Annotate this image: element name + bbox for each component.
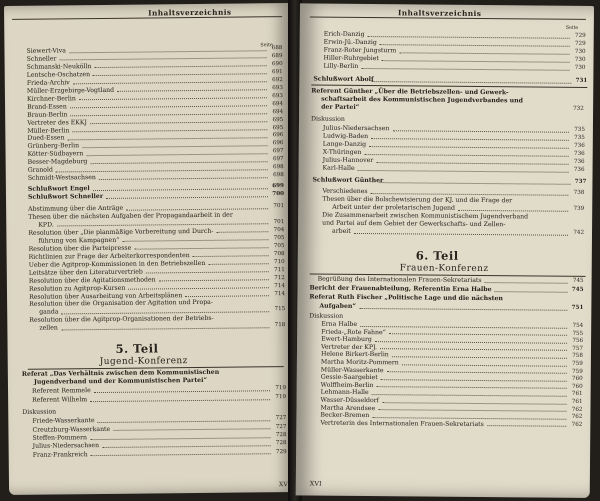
toc-entry xyxy=(332,228,584,237)
toc-entry-title: Arbeit unter der proletarischen Jugend xyxy=(332,203,456,212)
diskussion-entry xyxy=(320,419,582,428)
toc-entry-page: 693 xyxy=(272,84,283,91)
toc-leader xyxy=(122,240,268,243)
toc-leader xyxy=(371,81,571,84)
toc-leader xyxy=(90,399,270,402)
toc-entry-title: Martha Moritz-Pommern xyxy=(320,358,399,367)
diskussion-entry xyxy=(33,449,287,459)
toc-entry-title: Kötter-Südbayern xyxy=(27,150,84,159)
toc-entry-title: Gessie-Saargebiet xyxy=(320,373,378,382)
toc-entry-title: Verschiedenes xyxy=(322,187,368,196)
toc-entry-title: Lehmann-Halle xyxy=(320,389,369,397)
toc-leader xyxy=(94,66,266,69)
toc-leader xyxy=(399,52,569,54)
toc-entry-title: Referent Wilhelm xyxy=(32,396,88,404)
toc-leader xyxy=(93,188,268,191)
toc-entry xyxy=(319,303,583,312)
toc-entry-page: 692 xyxy=(272,76,283,83)
toc-leader xyxy=(126,208,268,210)
left-header-rule xyxy=(12,16,282,20)
toc-entry-page: 759 xyxy=(572,360,583,367)
toc-leader xyxy=(376,162,568,165)
right-seite-label: Seite xyxy=(565,25,579,31)
toc-entry-title: Vertreter des EKKJ xyxy=(27,118,87,127)
diskussion-label: Diskussion xyxy=(310,115,345,123)
toc-entry-page: 761 xyxy=(571,391,583,398)
toc-leader xyxy=(208,263,268,265)
toc-leader xyxy=(487,425,566,427)
toc-entry-page: 719 xyxy=(275,394,287,401)
toc-entry-title: Leitsätze über den Literaturvertrieb xyxy=(28,268,143,277)
toc-entry-title: Braun-Berlin xyxy=(27,110,68,119)
toc-entry xyxy=(323,63,585,72)
toc-entry-title: Schlußwort Abolf xyxy=(313,75,374,84)
toc-leader xyxy=(389,333,567,336)
toc-entry-page: 688 xyxy=(271,45,283,52)
toc-entry xyxy=(39,322,285,332)
toc-entry-page: 718 xyxy=(274,322,286,329)
toc-entry-title: Granold xyxy=(27,166,54,175)
toc-entry-page: 745 xyxy=(572,277,584,284)
toc-entry-title: Referent Remmele xyxy=(32,387,91,395)
toc-leader xyxy=(98,420,271,423)
toc-entry-page: 699 xyxy=(272,183,284,190)
toc-leader xyxy=(90,161,267,164)
toc-entry-title: Creutzburg-Wasserkante xyxy=(32,425,111,434)
toc-entry-page: 729 xyxy=(275,448,287,456)
toc-entry-title: Karl-Halle xyxy=(322,164,355,172)
toc-entry-title: Julius-Hannover xyxy=(322,156,374,165)
toc-entry-title: Resolution über Ausarbeitung von Arbeitsplänen xyxy=(29,291,183,301)
toc-leader xyxy=(485,282,568,284)
toc-leader xyxy=(70,105,267,108)
toc-entry-page: 701 xyxy=(273,203,285,210)
toc-entry-title: KPD. xyxy=(38,221,54,229)
toc-entry-title: arbeit xyxy=(331,227,351,235)
toc-entry-title: Friede-Wasserkante xyxy=(32,417,95,425)
toc-entry-title: Schmidt-Westsachsen xyxy=(27,174,96,182)
toc-leader xyxy=(402,364,567,366)
toc-leader xyxy=(86,153,267,156)
toc-leader xyxy=(364,154,568,157)
toc-entry-title: X-Thüringen xyxy=(322,148,362,156)
part-5-title: 5. Teil xyxy=(115,341,159,357)
toc-entry-title: Abstimmung über die Anträge xyxy=(28,204,124,213)
toc-entry-page: 715 xyxy=(274,306,286,313)
toc-entry-page: 738 xyxy=(573,189,585,196)
toc-entry-title: Ueber die Agitprop-Kommissionen in den Betriebszellen xyxy=(28,259,206,269)
toc-entry-title: Müller-Erzgebirge-Vogtland xyxy=(26,86,115,95)
toc-entry-page: 694 xyxy=(272,100,284,107)
toc-entry-page: 737 xyxy=(574,178,587,185)
toc-entry-title: Lilly-Berlin xyxy=(323,62,359,70)
toc-entry-page: 761 xyxy=(571,398,583,405)
toc-entry xyxy=(309,294,583,303)
toc-entry-title: Martha Arendsee xyxy=(320,404,376,412)
toc-entry-title: Lentsche-Oschatzen xyxy=(26,70,91,79)
toc-leader xyxy=(380,348,567,351)
toc-entry-title: Resolution über die Parteipresse xyxy=(28,244,132,253)
toc-entry-page: 735 xyxy=(574,134,585,141)
toc-entry-page: 728 xyxy=(275,432,287,439)
toc-leader xyxy=(57,224,268,227)
toc-leader xyxy=(93,74,267,77)
toc-entry-page: 698 xyxy=(273,172,284,179)
referat-page: 732 xyxy=(573,105,584,112)
toc-entry-page: 751 xyxy=(571,304,584,311)
toc-entry-page: 697 xyxy=(272,156,284,163)
referat-line: Referent Günther „Über die Betriebszellen- und Gewerk- xyxy=(311,87,509,97)
toc-entry-page: 756 xyxy=(572,338,584,345)
toc-entry-page: 729 xyxy=(575,32,586,39)
toc-entry-page: 727 xyxy=(275,415,287,422)
toc-leader xyxy=(361,67,569,70)
toc-entry-page: 708 xyxy=(273,250,285,257)
toc-leader xyxy=(69,50,266,53)
toc-entry-page: 739 xyxy=(573,205,585,212)
right-page xyxy=(296,3,594,498)
toc-entry-title: Schneller xyxy=(26,55,57,63)
toc-entry-title: Vertreter der KPJ. xyxy=(320,343,378,351)
referat-line: schaftsarbeit des Kommunistischen Jugendverbandes und xyxy=(321,95,523,105)
toc-entry-title: Steffen-Pommern xyxy=(32,434,88,442)
toc-entry-page: 714 xyxy=(274,282,285,289)
toc-entry-page: 730 xyxy=(574,48,586,55)
toc-entry-title: Thesen über die Bolschewisierung der KJ. und die Frage der xyxy=(322,195,513,205)
diskussion-label: Diskussion xyxy=(309,312,344,320)
toc-leader xyxy=(90,437,270,440)
toc-entry-page: 697 xyxy=(272,148,284,155)
toc-leader xyxy=(90,121,267,124)
toc-entry-title: Brand-Essen xyxy=(27,102,67,111)
toc-entry-page: 698 xyxy=(272,164,284,171)
toc-entry xyxy=(28,172,284,182)
toc-entry-title: und Partei auf dem Gebiet der Gewerkschafts- und Zellen- xyxy=(322,219,506,229)
toc-entry-page: 736 xyxy=(573,150,585,157)
toc-entry-title: Franz-Roter Jungsturm xyxy=(323,46,397,55)
toc-entry-page: 730 xyxy=(574,56,586,63)
toc-leader xyxy=(159,279,269,281)
toc-entry-title: Becker-Bremen xyxy=(320,411,370,420)
toc-entry-title: Referat Ruth Fischer „Politische Lage und die nächsten xyxy=(309,293,503,303)
toc-leader xyxy=(381,379,567,382)
toc-entry-title: Resolution über die Agitationsmethoden xyxy=(28,276,156,285)
part-6-section-title: Frauen-Konferenz xyxy=(399,263,489,275)
toc-entry-page: 760 xyxy=(571,383,583,390)
toc-leader xyxy=(380,44,570,47)
toc-entry-title: zellen xyxy=(39,324,58,332)
toc-leader xyxy=(369,146,569,149)
toc-entry-page: 755 xyxy=(572,330,584,337)
diskussion-entry xyxy=(323,165,585,174)
toc-entry-title: Thesen über die nächsten Aufgaben der Propagandaarbeit in der xyxy=(28,211,233,221)
toc-entry-page: 736 xyxy=(574,142,585,149)
toc-entry-title: Frieda-„Rote Fahne“ xyxy=(321,328,386,336)
left-page xyxy=(4,3,295,495)
schlusswort-entry xyxy=(313,76,587,85)
toc-entry-page: 728 xyxy=(275,440,287,447)
toc-entry-page: 745 xyxy=(571,286,584,293)
toc-entry-title: Frieda-Archiv xyxy=(26,79,70,87)
toc-entry-title: Resolution über die Organisation der Agitation und Propa- xyxy=(29,299,213,309)
toc-entry-page: 731 xyxy=(575,77,588,84)
toc-entry-title: Resolution über die Agitprop-Organisationen der Betriebs- xyxy=(29,315,214,325)
toc-leader xyxy=(358,169,569,172)
toc-entry-title: Schlußwort Engel xyxy=(27,185,90,193)
toc-leader xyxy=(392,356,567,359)
toc-entry xyxy=(309,285,583,294)
toc-entry-page: 705 xyxy=(273,242,285,249)
toc-leader xyxy=(71,113,268,116)
toc-entry-title: führung von Kampagnen“ xyxy=(38,236,120,245)
toc-leader xyxy=(382,402,567,405)
toc-entry-title: Besser-Magdeburg xyxy=(27,158,88,167)
toc-entry-page: 762 xyxy=(571,414,583,421)
toc-entry-title: Müller-Berlin xyxy=(27,126,70,135)
toc-entry-page: 700 xyxy=(272,191,285,198)
toc-entry-page: 690 xyxy=(271,60,283,68)
diskussion-label: Diskussion xyxy=(22,408,57,417)
toc-leader xyxy=(56,169,268,172)
toc-leader xyxy=(61,327,269,330)
part-5-section-title: Jugend-Konferenz xyxy=(99,356,188,368)
toc-leader xyxy=(380,182,571,185)
toc-entry-page: 712 xyxy=(274,274,285,281)
toc-entry-title: Schlußwort Günther xyxy=(312,176,384,185)
toc-entry-title: Julius-Niedersachsen xyxy=(32,442,100,451)
toc-entry-title: Resolution zu Agitprop-Kursen xyxy=(28,284,126,293)
toc-entry-title: Grünberg-Berlin xyxy=(27,142,80,151)
toc-entry-title: Ewert-Hamburg xyxy=(321,335,372,344)
toc-leader xyxy=(382,60,570,63)
toc-leader xyxy=(62,311,270,314)
toc-entry-page: 693 xyxy=(272,92,283,99)
toc-entry-title: Bericht der Frauenabteilung, Referentin Erna Halbe xyxy=(309,284,492,294)
toc-entry-page: 736 xyxy=(573,158,585,165)
toc-entry-page: 760 xyxy=(572,376,583,383)
toc-leader xyxy=(354,232,568,235)
toc-entry-page: 727 xyxy=(275,423,287,430)
toc-leader xyxy=(371,138,569,141)
toc-entry-title: Franz-Frankreich xyxy=(32,450,88,459)
toc-entry-page: 742 xyxy=(573,229,585,236)
toc-entry-title: Schlußwort Schneller xyxy=(27,193,104,201)
toc-leader xyxy=(392,130,569,133)
toc-entry-title: Dued-Essen xyxy=(27,134,65,143)
left-seite-label: Seite xyxy=(260,43,273,49)
toc-entry-page: 694 xyxy=(272,108,284,115)
toc-entry-page: 719 xyxy=(275,385,287,392)
toc-entry-title: Erna Halbe xyxy=(321,320,358,328)
toc-entry-page: 704 xyxy=(273,226,285,234)
toc-entry xyxy=(318,276,584,285)
toc-entry-page: 695 xyxy=(272,116,284,123)
toc-leader xyxy=(94,390,270,393)
toc-leader xyxy=(375,341,567,344)
toc-entry-title: Resolution über „Die planmäßige Vorbereitung und Durch- xyxy=(28,227,214,237)
toc-entry-page: 696 xyxy=(272,132,284,139)
toc-entry-title: Erich-Danzig xyxy=(323,30,365,38)
toc-leader xyxy=(82,145,267,148)
toc-entry-title: Lange-Danzig xyxy=(322,140,367,149)
toc-leader xyxy=(106,196,268,199)
schlusswort-entry xyxy=(312,177,586,186)
toc-entry-page: 695 xyxy=(272,124,284,131)
toc-entry-page: 714 xyxy=(274,290,286,297)
toc-entry-title: Aufgaben“ xyxy=(319,302,357,310)
referent-entry xyxy=(32,385,286,395)
toc-leader xyxy=(372,417,566,420)
toc-entry-page: 710 xyxy=(273,258,285,265)
referat-line: Jugendverband und der Kommunistischen Partei“ xyxy=(33,377,208,386)
toc-entry-title: Vertreterin des Internationalen Frauen-Sekretariats xyxy=(320,419,484,428)
toc-entry-page: 705 xyxy=(273,234,285,242)
toc-entry-title: Wasser-Düsseldorf xyxy=(320,396,380,405)
toc-entry-title: Julius-Niedersachsen xyxy=(322,124,390,133)
toc-leader xyxy=(216,232,268,234)
toc-entry-page: 696 xyxy=(272,140,284,147)
toc-leader xyxy=(185,295,269,297)
toc-leader xyxy=(376,386,566,389)
toc-leader xyxy=(458,209,568,211)
toc-leader xyxy=(372,394,567,397)
toc-entry-page: 758 xyxy=(572,353,583,360)
toc-entry-title: ganda xyxy=(39,308,59,317)
toc-leader xyxy=(60,58,267,61)
toc-leader xyxy=(371,193,569,196)
toc-leader xyxy=(73,82,267,85)
toc-leader xyxy=(368,36,570,39)
toc-leader xyxy=(68,137,268,140)
toc-leader xyxy=(99,177,268,180)
toc-leader xyxy=(495,291,568,293)
toc-entry-title: Müller-Wasserkante xyxy=(320,366,384,374)
toc-leader xyxy=(72,129,267,132)
toc-entry-title: Begrüßung des Internationalen Frauen-Sekretariats xyxy=(317,275,482,285)
toc-leader xyxy=(193,255,269,257)
toc-entry-title: Richtlinien zur Frage der Arbeiterkorrespondenten xyxy=(28,251,190,261)
toc-leader xyxy=(79,97,267,100)
toc-entry-page: 754 xyxy=(572,322,584,329)
toc-entry-title: Wolffheim-Berlin xyxy=(320,381,374,389)
toc-entry-title: Siewert-Viva xyxy=(26,47,66,55)
referent-entry xyxy=(32,394,286,404)
toc-entry-title: Schmanski-Neukölln xyxy=(26,62,92,71)
toc-entry-title: Helene Birkert-Berlin xyxy=(320,351,389,359)
toc-entry-page: 735 xyxy=(574,126,585,133)
toc-leader xyxy=(102,445,270,448)
toc-entry-title: Die Zusammenarbeit zwischen Kommunistischem Jugendverband xyxy=(322,211,529,221)
toc-entry-page: 762 xyxy=(571,406,583,413)
toc-leader xyxy=(134,248,268,250)
toc-leader xyxy=(387,371,567,374)
toc-entry-title: Erwin-Jü.-Danzig xyxy=(323,38,377,47)
toc-leader xyxy=(146,271,269,273)
toc-entry-page: 729 xyxy=(574,40,586,47)
left-running-head: Inhaltsverzeichnis xyxy=(148,7,232,18)
right-header-rule xyxy=(310,17,586,20)
right-running-head: Inhaltsverzeichnis xyxy=(397,8,482,19)
toc-entry-title: Kirchner-Berlin xyxy=(26,94,76,103)
toc-entry-page: 759 xyxy=(572,368,583,375)
toc-entry-page: 762 xyxy=(571,421,583,428)
toc-entry-page: 711 xyxy=(274,266,285,273)
toc-entry-page: 691 xyxy=(271,68,283,76)
toc-entry-page: 757 xyxy=(572,345,584,352)
toc-entry-title: Hiller-Ruhrgebiet xyxy=(323,54,379,63)
left-folio: XV xyxy=(278,481,288,489)
toc-entry-page: 701 xyxy=(273,219,285,226)
toc-leader xyxy=(378,409,566,412)
toc-entry-page: 730 xyxy=(574,64,586,71)
toc-entry-page: 736 xyxy=(573,166,585,173)
toc-leader xyxy=(117,90,267,93)
toc-leader xyxy=(359,307,567,310)
part-6-title: 6. Teil xyxy=(415,248,459,263)
toc-leader xyxy=(128,287,269,289)
right-folio: XVI xyxy=(309,479,322,488)
referat-line: Referat „Das Verhältnis zwischen dem Kommunistischen xyxy=(21,369,220,379)
toc-entry-page: 689 xyxy=(271,53,283,60)
referat-line: der Partei“ xyxy=(321,103,360,111)
toc-entry-title: Ludwig-Baden xyxy=(322,132,369,141)
schlusswort-entry xyxy=(28,191,284,201)
toc-leader xyxy=(91,454,271,457)
toc-leader xyxy=(113,428,270,431)
